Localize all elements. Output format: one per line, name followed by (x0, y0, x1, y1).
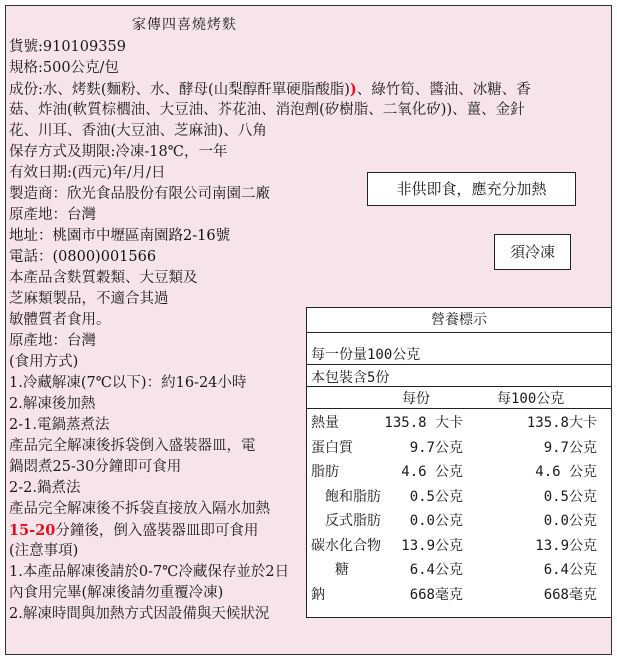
nutrient-per-100g: 668毫克 (543, 586, 597, 603)
origin-2: 原產地：台灣 (9, 333, 96, 349)
nutrient-name: 碳水化合物 (311, 537, 381, 554)
nutrient-per-100g: 13.9公克 (535, 537, 597, 554)
item-number: 貨號:910109359 (9, 39, 126, 55)
heating-minutes: 15-20 (9, 522, 56, 539)
nutrient-name: 蛋白質 (311, 439, 353, 456)
nutrient-per-100g: 135.8大卡 (526, 415, 597, 431)
usage-2-1: 2-1.電鍋蒸煮法 (9, 417, 110, 433)
allergen-2: 芝麻類製品，不適合其過 (9, 291, 169, 307)
ingredients-red-bracket: ) (349, 81, 357, 98)
nutrition-header: 營養標示 (307, 308, 611, 333)
nutrition-table (306, 307, 612, 618)
manufacturer: 製造商：欣光食品股份有限公司南園二廠 (9, 186, 270, 202)
nutrient-per-serving: 9.7公克 (409, 439, 463, 456)
notes-1a: 1.本產品解凍後請於0-7℃冷藏保存並於2日 (9, 564, 290, 580)
product-title: 家傳四喜燒烤麩 (132, 17, 237, 33)
nutrient-per-100g: 0.0公克 (543, 513, 597, 529)
nutrient-name: 鈉 (311, 586, 325, 603)
nutrient-name: 熱量 (311, 415, 339, 431)
not-ready-to-eat-notice: 非供即食，應充分加熱 (367, 172, 576, 206)
nutrient-per-serving: 13.9公克 (401, 537, 463, 554)
ingredients-part-2: 、綠竹筍、醬油、冰糖、香 (356, 82, 531, 98)
nutrient-per-100g: 0.5公克 (543, 488, 597, 505)
heating-text: 分鐘後，倒入盛裝器皿即可食用 (55, 523, 259, 539)
spec: 規格:500公克/包 (9, 60, 119, 76)
nutrient-name: 脂肪 (311, 464, 339, 480)
address: 地址：桃園市中壢區南園路2-16號 (9, 228, 231, 244)
nutrient-name: 飽和脂肪 (325, 488, 381, 505)
notes-1b: 內食用完畢(解凍後請勿重覆冷凍) (9, 585, 224, 601)
notes-2: 2.解凍時間與加熱方式因設備與天候狀況 (9, 606, 270, 622)
usage-1: 1.冷藏解凍(7℃以下)：約16-24小時 (9, 375, 247, 391)
phone: 電話：(0800)001566 (9, 249, 157, 265)
nutrient-per-100g: 4.6 公克 (535, 464, 597, 480)
nutrient-per-serving: 0.0公克 (409, 513, 463, 529)
col-per-serving: 每份 (402, 391, 430, 407)
nutrient-per-serving: 0.5公克 (409, 488, 463, 505)
serving-size: 每一份量100公克 (311, 347, 421, 363)
nutrient-per-serving: 6.4公克 (409, 562, 463, 578)
allergen-1: 本產品含麩質穀類、大豆類及 (9, 270, 198, 286)
storage: 保存方式及期限:冷凍-18℃，一年 (9, 144, 228, 160)
notes-heading: (注意事項) (9, 543, 79, 559)
nutrient-per-100g: 6.4公克 (543, 562, 597, 578)
allergen-3: 敏體質者食用。 (9, 312, 111, 328)
product-label (5, 5, 612, 655)
usage-2-2-text-b (9, 520, 258, 542)
origin: 原產地：台灣 (9, 207, 96, 223)
nutrient-per-serving: 668毫克 (409, 586, 463, 603)
ingredients-line-3: 花、川耳、香油(大豆油、芝麻油)、八角 (9, 123, 267, 139)
servings-per-pack: 本包裝含5份 (311, 370, 390, 386)
ingredients-part: 成份:水、烤麩(麵粉、水、酵母(山梨醇酐單硬脂酸脂) (9, 82, 350, 98)
usage-2: 2.解凍後加熱 (9, 396, 96, 412)
expiry: 有效日期:(西元)年/月/日 (9, 165, 166, 181)
nutrient-per-serving: 135.8 大卡 (384, 415, 463, 431)
nutrient-name: 反式脂肪 (325, 513, 381, 529)
nutrient-per-100g: 9.7公克 (543, 439, 597, 456)
nutrient-name: 糖 (335, 562, 349, 578)
col-per-100g: 每100公克 (497, 391, 565, 407)
usage-2-1-text-b: 鍋悶煮25-30分鐘即可食用 (9, 459, 182, 475)
keep-frozen-notice: 須冷凍 (494, 234, 571, 270)
ingredients-line-2: 菇、炸油(軟質棕櫚油、大豆油、芥花油、消泡劑(矽樹脂、二氧化矽))、薑、金針 (9, 102, 525, 118)
usage-2-2-text-a: 產品完全解凍後不拆袋直接放入隔水加熱 (9, 501, 270, 517)
ingredients-line-1 (9, 79, 531, 101)
cut-off-text (0, 658, 617, 665)
usage-2-2: 2-2.鍋煮法 (9, 480, 81, 496)
usage-2-1-text-a: 產品完全解凍後拆袋倒入盛裝器皿，電 (9, 438, 256, 454)
usage-heading: (食用方式) (9, 354, 79, 370)
nutrient-per-serving: 4.6 公克 (401, 464, 463, 480)
